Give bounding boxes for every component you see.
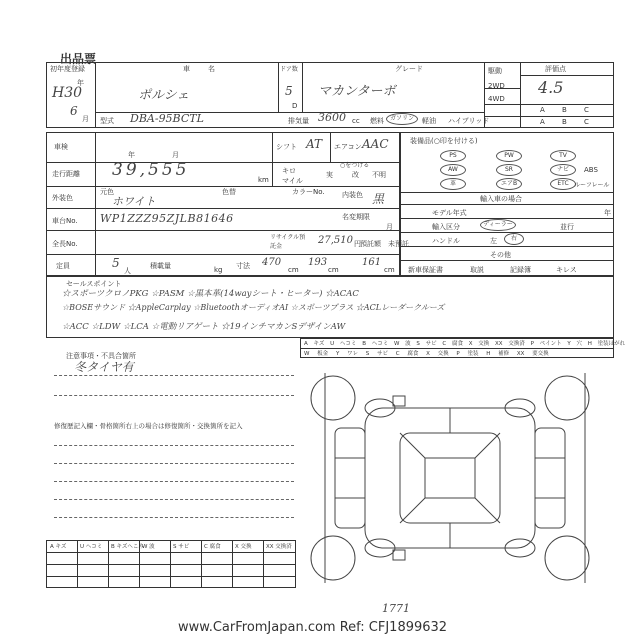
- bl-c: C 腐食: [204, 544, 221, 550]
- warranty-book: 記録簿: [510, 266, 531, 274]
- first-reg-label: 初年度登録: [50, 65, 85, 73]
- mileage-note: ○をつける: [340, 162, 370, 169]
- bl-b: B キズへこみ: [111, 544, 144, 550]
- grade-label: グレード: [395, 65, 423, 73]
- year-label: 年: [77, 79, 84, 87]
- source-watermark: www.CarFromJapan.com Ref: CFJ1899632: [178, 620, 448, 635]
- equip-roofrail: ルーフレール: [574, 182, 610, 189]
- inspection-month: 月: [172, 151, 179, 159]
- import-parallel-option: 並行: [560, 223, 574, 231]
- legend2-c: C 腐食: [395, 351, 419, 357]
- inspection-label: 車検: [54, 143, 68, 151]
- not-deposited-label: 未預託: [388, 240, 409, 248]
- capacity-label: 定員: [56, 262, 70, 270]
- fuel-diesel-option: 軽油: [422, 117, 436, 125]
- bottom-legend-row: [50, 542, 296, 550]
- mileage-label: 走行距離: [52, 170, 80, 178]
- grade-cell-b1: B: [562, 106, 567, 114]
- grade-cell-a2: A: [540, 118, 545, 126]
- nameplate-month: 月: [386, 223, 393, 231]
- aircon-value: AAC: [362, 137, 389, 151]
- legend2-y: Y ワレ: [335, 351, 359, 357]
- fuel-label: 燃料: [370, 117, 384, 125]
- model-value: DBA-95BCTL: [130, 112, 204, 125]
- chassis-value: WP1ZZZ95ZJLB81646: [100, 212, 234, 225]
- recycle-value: 27,510: [318, 235, 353, 246]
- model-label: 型式: [100, 117, 114, 125]
- legend-row-1: [304, 339, 625, 347]
- load-label: 積載量: [150, 262, 171, 270]
- handle-left: 左: [490, 237, 497, 245]
- warranty-manual: 取説: [470, 266, 484, 274]
- legend-b: B ヘコミ: [362, 341, 389, 347]
- shift-value: AT: [306, 137, 323, 151]
- length-value: 470: [262, 257, 282, 268]
- size-label: 寸法: [236, 262, 250, 270]
- color-number-label: カラーNo.: [292, 188, 325, 196]
- drive-2wd: 2WD: [488, 82, 505, 90]
- drive-4wd: 4WD: [488, 95, 505, 103]
- score-label: 評価点: [545, 65, 566, 73]
- import-dealer-option: ディーラー: [480, 219, 516, 231]
- legend-c: C 腐食: [442, 341, 463, 347]
- bl-s: S サビ: [173, 544, 190, 550]
- exterior-value: ホワイト: [112, 195, 156, 208]
- score-value: 4.5: [538, 78, 564, 97]
- equip-ps: PS: [440, 150, 466, 162]
- grade-cell-a1: A: [540, 106, 545, 114]
- width-unit: cm: [328, 266, 339, 274]
- legend-x: X 交換: [468, 341, 490, 347]
- fuel-hybrid-option: ハイブリッド: [448, 117, 490, 125]
- sheet-title: 出品票: [60, 52, 97, 66]
- mileage-status-unknown: 不明: [372, 171, 386, 179]
- month-value: 6: [70, 104, 78, 118]
- bl-x: X 交換: [235, 544, 252, 550]
- equip-tv: TV: [550, 150, 576, 162]
- legend-p: P ペイント: [530, 341, 562, 347]
- inspection-year: 年: [128, 151, 135, 159]
- equipment-title: 装備品(○印を付ける): [410, 137, 478, 145]
- chassis-label: 車台No.: [52, 217, 78, 225]
- deposit-label: 預託額: [360, 240, 381, 248]
- height-unit: cm: [384, 266, 395, 274]
- bl-xx: XX 交換済: [266, 544, 292, 550]
- bl-a: A キズ: [50, 544, 67, 550]
- equip-aw: AW: [440, 164, 466, 176]
- legend-xx: XX 交換済: [495, 341, 525, 347]
- import-label: 輸入車の場合: [480, 195, 522, 203]
- car-name-label: 車名: [183, 65, 233, 73]
- model-year-unit: 年: [604, 209, 611, 217]
- doors-value: 5: [285, 84, 293, 98]
- legend-y: Y 穴: [567, 341, 583, 347]
- equip-abs: ABS: [584, 166, 598, 174]
- height-value: 161: [362, 257, 382, 268]
- fuel-gasoline-option: ガソリン: [386, 113, 418, 125]
- original-color-label: 元色: [100, 188, 114, 196]
- notes-value: 冬タイヤ有: [74, 360, 134, 374]
- year-value: H30: [52, 85, 83, 101]
- displacement-unit: cc: [352, 117, 360, 125]
- legend-a: A キズ: [304, 341, 325, 347]
- sales-points-title: セールスポイント: [66, 280, 122, 288]
- grade-cell-c2: C: [584, 118, 589, 126]
- import-type-label: 輸入区分: [432, 223, 460, 231]
- handwritten-stamp: 1771: [382, 602, 410, 615]
- grade-cell-c1: C: [584, 106, 589, 114]
- legend-s: S サビ: [416, 341, 437, 347]
- interior-value: 黒: [372, 192, 385, 206]
- legend-h: H 塗装はがれ: [587, 341, 626, 347]
- warranty-new: 新車保証書: [408, 266, 443, 274]
- load-unit: kg: [214, 266, 223, 274]
- legend2-s: S サビ: [365, 351, 389, 357]
- bl-w: W 波: [142, 544, 155, 550]
- door-unit: D: [292, 102, 298, 110]
- unit-mile: マイル: [282, 177, 303, 185]
- length-unit: cm: [288, 266, 299, 274]
- sales-line-1: ☆スポーツクロノPKG ☆PASM ☆黒本革(14wayシート・ヒーター) ☆ACAC: [62, 289, 359, 299]
- sales-line-2: ☆BOSEサウンド ☆AppleCarplay ☆BluetoothオーディオAI ☆スポーツプラス ☆ACLレーダークルーズ: [62, 303, 445, 312]
- legend2-w: W 板金: [304, 351, 329, 357]
- grade-value: マカンターボ: [318, 84, 396, 99]
- legend2-x: X 交換: [426, 351, 449, 357]
- displacement-value: 3600: [318, 111, 346, 124]
- exterior-label: 外装色: [52, 194, 73, 202]
- month-label: 月: [82, 115, 89, 123]
- drive-label: 駆動: [488, 67, 502, 75]
- legend-u: U ヘコミ: [330, 341, 357, 347]
- equip-airbag: エアB: [496, 178, 522, 190]
- car-body-diagram: [305, 368, 605, 598]
- mileage-status-modified: 改: [352, 171, 359, 179]
- width-value: 193: [308, 257, 328, 268]
- recycle-label: リサイクル預託金: [270, 234, 306, 250]
- color-change-label: 色替: [222, 188, 236, 196]
- car-name-value: ポルシェ: [138, 88, 190, 103]
- handle-right-option: 右: [504, 233, 524, 245]
- doors-label: ドア数: [280, 66, 298, 73]
- capacity-value: 5: [112, 256, 120, 270]
- bl-u: U ヘコミ: [80, 544, 103, 550]
- equip-etc: ETC: [550, 178, 576, 190]
- legend2-xx: XX 要交換: [516, 351, 549, 357]
- other-label: その他: [490, 251, 511, 259]
- unit-km: キロ: [282, 167, 296, 175]
- mileage-status-actual: 実: [326, 171, 333, 179]
- equip-navi: ナビ: [550, 164, 576, 176]
- equip-pw: PW: [496, 150, 522, 162]
- interior-label: 内装色: [342, 191, 363, 199]
- nameplate-label: 名変期限: [342, 213, 370, 221]
- equip-sr: SR: [496, 164, 522, 176]
- mileage-value: 39,555: [112, 160, 190, 180]
- notes-title: 注意事項・不具合箇所: [66, 352, 136, 360]
- legend2-p: P 塗装: [456, 351, 479, 357]
- legend2-h: H 補修: [486, 351, 510, 357]
- prev-number-label: 全長No.: [52, 240, 78, 248]
- grade-cell-b2: B: [562, 118, 567, 126]
- mileage-unit: km: [258, 176, 269, 184]
- aircon-label: エアコン: [334, 143, 362, 151]
- recycle-unit: 円: [354, 240, 361, 248]
- sales-line-3: ☆ACC ☆LDW ☆LCA ☆電動リアゲート ☆19インチマカンSデザインAW: [62, 322, 346, 332]
- equip-leather: 革: [440, 178, 466, 190]
- warranty-key: キレス: [556, 266, 577, 274]
- model-year-label: モデル年式: [432, 209, 467, 217]
- capacity-unit: 人: [124, 267, 131, 275]
- legend-row-2: [304, 349, 549, 357]
- displacement-label: 排気量: [288, 117, 309, 125]
- shift-label: シフト: [276, 143, 297, 151]
- handle-label: ハンドル: [432, 237, 460, 245]
- legend-w: W 波: [393, 341, 411, 347]
- repair-title: 修復歴記入欄・骨格箇所右上の場合は修復箇所・交換箇所を記入: [54, 422, 243, 430]
